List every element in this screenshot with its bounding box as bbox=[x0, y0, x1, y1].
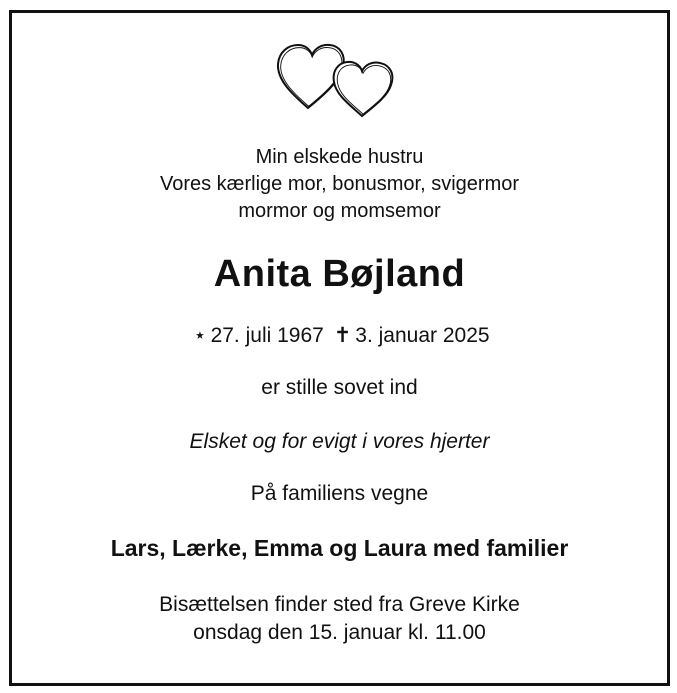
birth-star-icon: ⋆ bbox=[193, 324, 207, 347]
life-dates bbox=[12, 322, 667, 350]
rest-line: er stille sovet ind bbox=[261, 376, 418, 399]
birth-date: 27. juli 1967 bbox=[210, 324, 324, 347]
two-hearts-icon bbox=[274, 40, 404, 120]
service-line: onsdag den 15. januar kl. 11.00 bbox=[193, 621, 486, 644]
intro-line: mormor og momsemor bbox=[238, 200, 441, 222]
service-line: Bisættelsen finder sted fra Greve Kirke bbox=[159, 593, 520, 616]
family-names: Lars, Lærke, Emma og Laura med familier bbox=[110, 535, 569, 561]
memorial-line: Elsket og for evigt i vores hjerter bbox=[189, 430, 490, 453]
deceased-name: Anita Bøjland bbox=[213, 253, 466, 295]
death-cross-icon: ✝ bbox=[333, 324, 352, 347]
service-info bbox=[12, 591, 667, 647]
behalf-line: På familiens vegne bbox=[250, 482, 429, 505]
death-date: 3. januar 2025 bbox=[355, 324, 490, 347]
intro-line: Min elskede hustru bbox=[255, 146, 424, 168]
intro-line: Vores kærlige mor, bonusmor, svigermor bbox=[159, 173, 520, 195]
intro-text bbox=[12, 144, 667, 225]
